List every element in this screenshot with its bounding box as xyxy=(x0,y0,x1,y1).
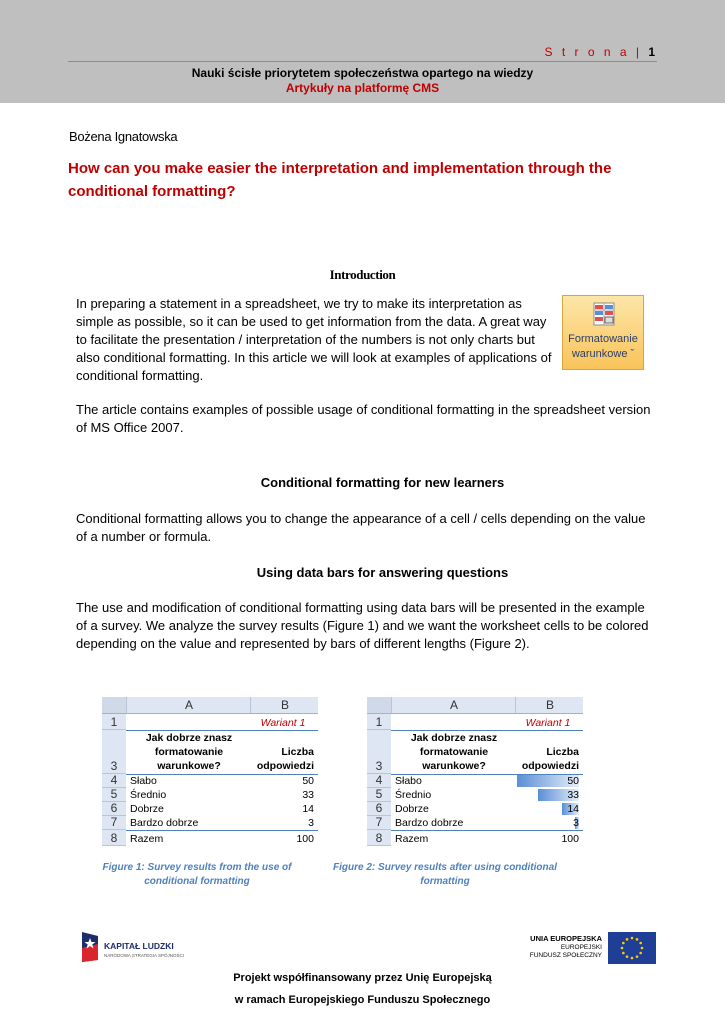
row-number: 6 xyxy=(367,802,391,816)
column-header-row xyxy=(102,697,318,714)
select-all-corner xyxy=(102,697,126,713)
eu-star xyxy=(622,952,625,955)
introduction-heading: Introduction xyxy=(329,267,396,282)
figure2-caption: Figure 2: Survey results after using conditional formatting xyxy=(333,862,557,887)
eu-star xyxy=(631,937,634,940)
sheet-row xyxy=(367,802,583,816)
section1-paragraph: Conditional formatting allows you to change the appearance of a cell / cells depending on the value of a number or formula. xyxy=(76,511,646,544)
variant-label: Wariant 1 xyxy=(260,717,306,729)
answer-label: Bardzo dobrze xyxy=(130,817,199,829)
sheet-row xyxy=(367,774,583,788)
answer-label: Średnio xyxy=(395,789,432,801)
row-number: 3 xyxy=(102,730,126,774)
footer-line2: w ramach Europejskiego Funduszu Społecznego xyxy=(234,994,491,1006)
sheet-row xyxy=(367,816,583,830)
row-number: 5 xyxy=(102,788,126,802)
page-header xyxy=(0,0,725,103)
table-border xyxy=(126,730,318,731)
intro-paragraph: In preparing a statement in a spreadsheet, we try to make its interpretation as simple as possible, so it can be used to get information from the data. A great way to facilitate the presentation / interpretation of the numbers is not only charts but also conditional formatting. In this article we will look at examples of applications of conditional formatting. xyxy=(76,296,552,383)
sheet-row xyxy=(102,802,318,816)
column-a-header: A xyxy=(126,697,251,713)
total-label: Razem xyxy=(130,833,164,845)
row-number: 3 xyxy=(367,730,391,774)
select-all-corner xyxy=(367,697,391,713)
conditional-formatting-icon xyxy=(593,302,615,326)
article-title: How can you make easier the interpretation and implementation through the conditional formatting? xyxy=(68,160,612,200)
header-divider xyxy=(68,61,657,62)
sheet-row xyxy=(102,714,318,730)
article-paragraph: The article contains examples of possible usage of conditional formatting in the spreadsheet version of MS Office 2007. xyxy=(76,402,651,435)
total-value: 100 xyxy=(296,833,314,845)
row-number: 5 xyxy=(367,788,391,802)
figure2-spreadsheet xyxy=(367,697,583,846)
section-heading-new-learners: Conditional formatting for new learners xyxy=(260,475,505,490)
row-number: 8 xyxy=(102,830,126,846)
answer-label: Dobrze xyxy=(130,803,164,815)
total-label: Razem xyxy=(395,833,429,845)
question-header: Jak dobrze znasz formatowanie warunkowe? xyxy=(410,732,498,772)
sheet-row xyxy=(102,816,318,830)
footer-line1: Projekt współfinansowany przez Unię Europejską xyxy=(233,972,492,984)
table-border xyxy=(391,730,583,731)
eu-flag-icon xyxy=(608,932,656,964)
conditional-formatting-label: Formatowanie warunkowe ˇ xyxy=(568,333,638,360)
figure1-caption: Figure 1: Survey results from the use of conditional formatting xyxy=(102,862,292,887)
sheet-row xyxy=(367,714,583,730)
table-border xyxy=(126,774,318,775)
table-border xyxy=(391,774,583,775)
header-subtitle: Artykuły na platformę CMS xyxy=(285,81,440,95)
answer-value: 14 xyxy=(567,803,579,815)
answer-label: Średnio xyxy=(130,789,167,801)
sheet-row xyxy=(102,774,318,788)
eu-star xyxy=(631,957,634,960)
section2-paragraph: The use and modification of conditional formatting using data bars will be presented in the example of a survey. We analyze the survey results (Figure 1) and we want the worksheet cells to be colored depending on the value and represented by bars of different lengths (Figure 2). xyxy=(76,600,649,651)
answer-label: Słabo xyxy=(395,775,422,787)
row-number: 7 xyxy=(367,816,391,830)
row-number: 4 xyxy=(367,774,391,788)
row-number: 8 xyxy=(367,830,391,846)
answer-label: Słabo xyxy=(130,775,157,787)
answer-value: 14 xyxy=(302,803,314,815)
answer-value: 3 xyxy=(573,817,579,829)
column-b-header: B xyxy=(250,697,319,713)
eu-star xyxy=(636,955,639,958)
sheet-row xyxy=(102,830,318,846)
row-number: 1 xyxy=(367,714,391,730)
sheet-row xyxy=(367,830,583,846)
column-b-header: B xyxy=(515,697,584,713)
sheet-row xyxy=(102,788,318,802)
answer-value: 50 xyxy=(302,775,314,787)
eu-star xyxy=(622,942,625,945)
column-header-row xyxy=(367,697,583,714)
total-value: 100 xyxy=(561,833,579,845)
kapital-ludzki-logo: KAPITAŁ LUDZKI NARODOWA STRATEGIA SPÓJNOŚCI xyxy=(80,930,190,966)
figure1-spreadsheet xyxy=(102,697,318,846)
row-number: 1 xyxy=(102,714,126,730)
sheet-row xyxy=(367,730,583,774)
author-name: Bożena Ignatowska xyxy=(69,129,178,144)
answer-label: Bardzo dobrze xyxy=(395,817,464,829)
row-number: 4 xyxy=(102,774,126,788)
row-number: 7 xyxy=(102,816,126,830)
eu-star xyxy=(621,947,624,950)
page-number: S t r o n a | 1 xyxy=(544,45,655,59)
eu-star xyxy=(641,947,644,950)
answers-header: Liczba odpowiedzi xyxy=(256,746,314,772)
eu-star xyxy=(626,955,629,958)
answer-label: Dobrze xyxy=(395,803,429,815)
eu-star xyxy=(639,942,642,945)
table-border xyxy=(126,830,318,831)
answer-value: 33 xyxy=(567,789,579,801)
sheet-row xyxy=(102,730,318,774)
sheet-row xyxy=(367,788,583,802)
table-border xyxy=(391,830,583,831)
eu-star xyxy=(636,938,639,941)
section-heading-data-bars: Using data bars for answering questions xyxy=(256,565,509,580)
conditional-formatting-button xyxy=(562,295,644,370)
answer-value: 3 xyxy=(308,817,314,829)
answers-header: Liczba odpowiedzi xyxy=(521,746,579,772)
variant-label: Wariant 1 xyxy=(525,717,571,729)
eu-fund-text: UNIA EUROPEJSKA EUROPEJSKI FUNDUSZ SPOŁECZNY xyxy=(529,934,602,959)
answer-value: 50 xyxy=(567,775,579,787)
question-header: Jak dobrze znasz formatowanie warunkowe? xyxy=(145,732,233,772)
column-a-header: A xyxy=(391,697,516,713)
answer-value: 33 xyxy=(302,789,314,801)
header-project-title: Nauki ścisłe priorytetem społeczeństwa opartego na wiedzy xyxy=(191,66,534,80)
eu-star xyxy=(639,952,642,955)
row-number: 6 xyxy=(102,802,126,816)
eu-star xyxy=(626,938,629,941)
kapital-ludzki-flag-icon xyxy=(80,930,100,964)
